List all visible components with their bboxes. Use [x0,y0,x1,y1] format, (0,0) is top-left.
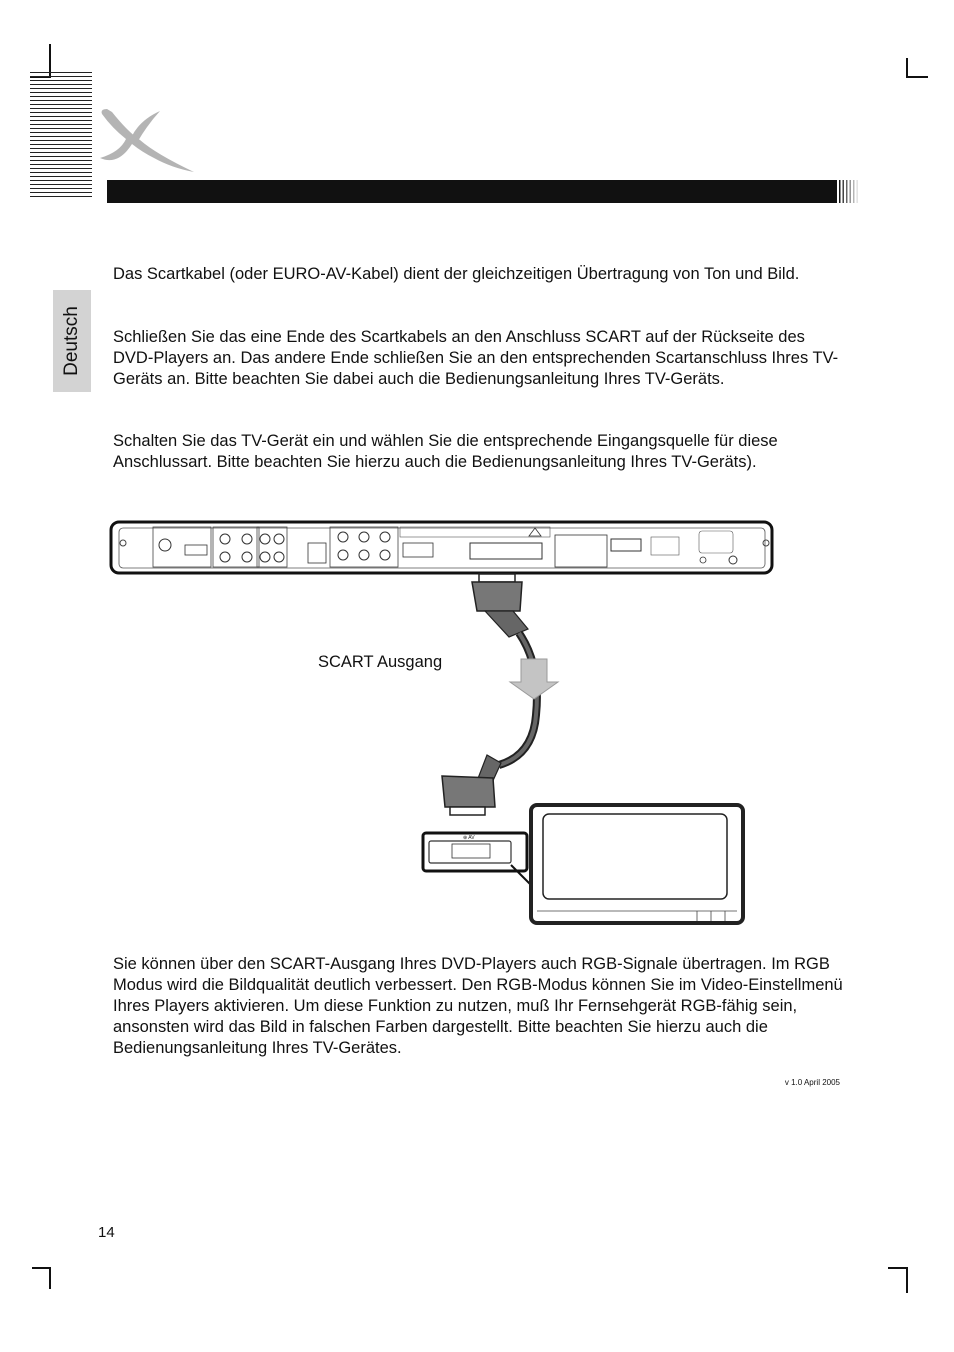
dvd-player-rear-panel-icon [111,522,772,573]
scart-plug-lower-icon [442,755,501,815]
tv-icon [531,805,743,923]
crop-mark-top-right-horizontal [906,76,928,78]
paragraph-connection: Schließen Sie das eine Ende des Scartkabels an den Anschluss SCART auf der Rückseite des DVD-Players an. Das andere Ende schließen Sie an den entsprechenden Scartanschluss Ihres TV-Geräts an. Bitte beachten Sie dabei auch die Bedienungsanleitung Ihres TV-Geräts. [113,328,839,388]
page-number: 14 [98,1224,115,1241]
version-label: v 1.0 April 2005 [784,1078,840,1087]
header-stripes [30,72,92,200]
language-tab [53,290,91,392]
header-bar [107,180,837,203]
crop-mark-bottom-right-horizontal [888,1267,908,1269]
paragraph-input-source: Schalten Sie das TV-Gerät ein und wählen Sie die entsprechende Eingangsquelle für diese Anschlussart. Bitte beachten Sie hierzu auch die Bedienungsanleitung Ihres TV-Geräts). [113,432,778,471]
diagram-caption: SCART Ausgang [318,653,443,671]
svg-text:⊕ AV: ⊕ AV [463,835,475,841]
scart-connection-diagram [105,515,785,940]
header-bar-fade [825,180,860,203]
crop-mark-top-right-vertical [906,58,908,78]
crop-mark-bottom-left-vertical [49,1267,51,1289]
crop-mark-bottom-right-vertical [906,1267,908,1293]
x-brand-logo-icon [98,106,196,181]
tv-scart-socket-icon [423,833,531,885]
scart-plug-upper-icon [472,574,528,637]
language-tab-label: Deutsch [61,306,83,376]
crop-mark-bottom-left-horizontal [32,1267,51,1269]
paragraph-intro: Das Scartkabel (oder EURO-AV-Kabel) dient der gleichzeitigen Übertragung von Ton und Bild. [113,265,800,283]
paragraph-rgb: Sie können über den SCART-Ausgang Ihres DVD-Players auch RGB-Signale übertragen. Im RGB Modus wird die Bildqualität deutlich verbessert. Den RGB-Modus können Sie im Video-Einstellmenü Ihres Players aktivieren. Um diese Funktion zu nutzen, muß Ihr Fernsehgerät RGB-fähig sein, ansonsten wird das Bild in falschen Farben dargestellt. Bitte beachten Sie hierzu auch die Bedienungsanleitung Ihres TV-Gerätes. [113,955,843,1057]
arrow-down-icon [510,659,558,699]
